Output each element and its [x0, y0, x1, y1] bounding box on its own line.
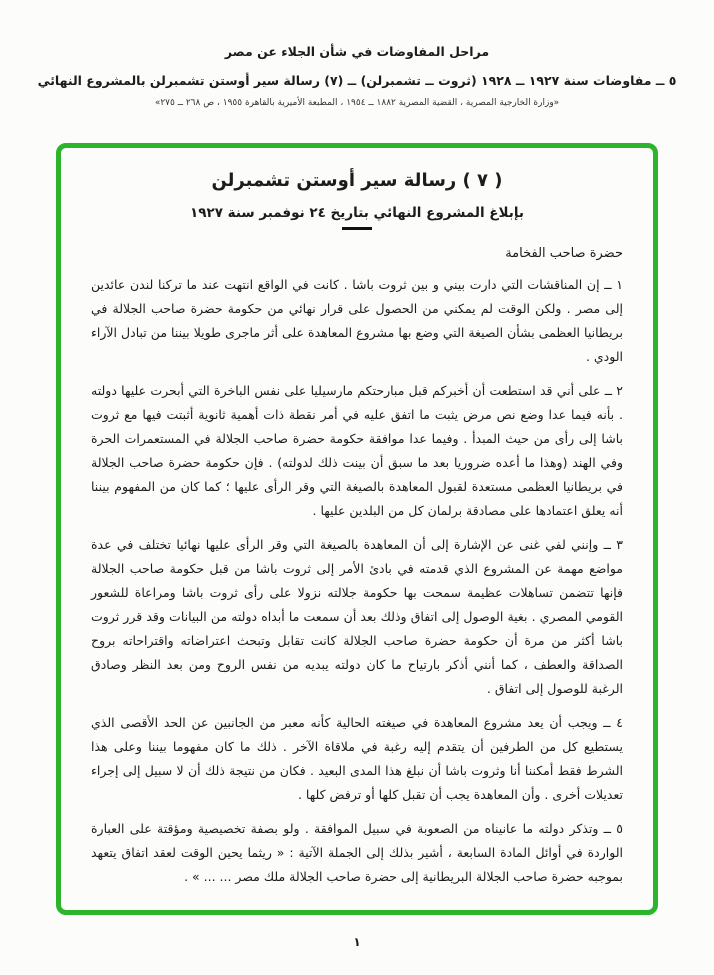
paragraph-4: ٤ ــ ويجب أن يعد مشروع المعاهدة في صيغته الحالية كأنه معبر من الجانبين عن الحد الأقصى الذي يستطيع كل من الطرفين أن يتقدم إليه رغبة في ملاقاة الآخر . ذلك ما كان مفهوما بيننا وعلى هذا الشرط فقط أمكننا أنا وثروت باشا أن نبلغ هذا المدى البعيد . فكان من نتيجة ذلك أن لا سبيل إلى إجراء تعديلات أخرى . وأن المعاهدة يجب أن تقبل كلها أو ترفض كلها .	[91, 715, 623, 802]
letter-body	[91, 273, 623, 889]
salutation: حضرة صاحب الفخامة	[505, 246, 623, 261]
paragraph-2: ٢ ــ على أني قد استطعت أن أخبركم قبل مبارحتكم مارسيليا على نفس الباخرة التي أبحرت عليها دولته . بأنه فيما عدا وضع نص مرض يثبت ما اتفق عليه في أمر نقطة ذات أهمية ثانوية أثبتت فيها مع ثروت باشا إلى رأى من حيث المبدأ . وفيما عدا موافقة حكومة حضرة صاحب الجلالة في المستعمرات الحرة وفي الهند (وهذا ما أعده ضروريا بعد ما سبق أن بينت ذلك لدولته) . فإن حكومة حضرة صاحب الجلالة في بريطانيا العظمى مستعدة لقبول المعاهدة بالصيغة التي وقر الرأى عليها ؛ كما كان من المفهوم بيننا أنه يعلق اعتمادها على مصادقة برلمان كل من البلدين عليها .	[91, 383, 623, 518]
document-header	[0, 0, 714, 108]
date-underline	[342, 227, 372, 230]
paragraph-5: ٥ ــ وتذكر دولته ما عانيناه من الصعوبة في سبيل الموافقة . ولو بصفة تخصيصية ومؤقتة على العبارة الواردة في أوائل المادة السابعة ، أشير بذلك إلى الجملة الآتية : « ريثما يحين الوقت لعقد اتفاق يتعهد بموجبه حضرة صاحب الجلالة البريطانية إلى حضرة صاحب الجلالة ملك مصر ... ... » .	[91, 821, 623, 884]
header-subtitle: ٥ ــ مفاوضات سنة ١٩٢٧ ــ ١٩٢٨ (ثروت ــ تشمبرلن) ــ (٧) رسالة سير أوستن تشمبرلن بالمشروع النهائي	[37, 73, 677, 88]
letter-frame	[56, 143, 658, 915]
paragraph-3: ٣ ــ وإنني لفي غنى عن الإشارة إلى أن المعاهدة بالصيغة التي وقر الرأى عليها نهائيا تختلف في عدة مواضع مهمة عن المشروع الذي قدمته في بادئ الأمر إلى ثروت باشا من قبل حكومة صاحب الجلالة فإنها تتضمن تساهلات عظيمة سمحت بها حكومة جلالته نزولا على رأى ثروت باشا ومراعاة للشعور القومي المصري . بغية الوصول إلى اتفاق وذلك بعد أن سمعت ما أبداه دولته من البيانات وقد قرر ثروت باشا أكثر من مرة أن حكومة حضرة صاحب الجلالة كانت تقابل وتبحث اعتراضاته واقتراحاته بروح الصداقة والعطف ، كما أنني أذكر بارتياح ما كان دولته يبديه من نفس الروح ومن بعد النظر وصادق الرغبة للوصول إلى اتفاق .	[91, 537, 623, 696]
paragraph-1: ١ ــ إن المناقشات التي دارت بيني و بين ثروت باشا . كانت في الواقع انتهت عند ما تركنا لندن عائدين إلى مصر . ولكن الوقت لم يمكني من الحصول على قرار نهائي من حكومة حضرة صاحب الجلالة في بريطانيا العظمى بشأن الصيغة التي وضع بها مشروع المعاهدة على أثر ماجرى طويلا بيننا من تبادل الآراء الودي .	[91, 277, 623, 364]
letter-title: ( ٧ ) رسالة سير أوستن تشمبرلن	[211, 170, 503, 191]
header-title: مراحل المفاوضات في شأن الجلاء عن مصر	[224, 44, 490, 59]
page-number: ١	[353, 935, 361, 949]
header-source-citation: «وزارة الخارجية المصرية ، القضية المصرية ١٨٨٢ ــ ١٩٥٤ ، المطبعة الأميرية بالقاهرة ١٩٥٥ ، ص ٢٦٨ ــ ٢٧٥»	[154, 98, 560, 108]
letter-subtitle: بإبلاغ المشروع النهائي بتاريخ ٢٤ نوفمبر سنة ١٩٢٧	[190, 205, 524, 221]
